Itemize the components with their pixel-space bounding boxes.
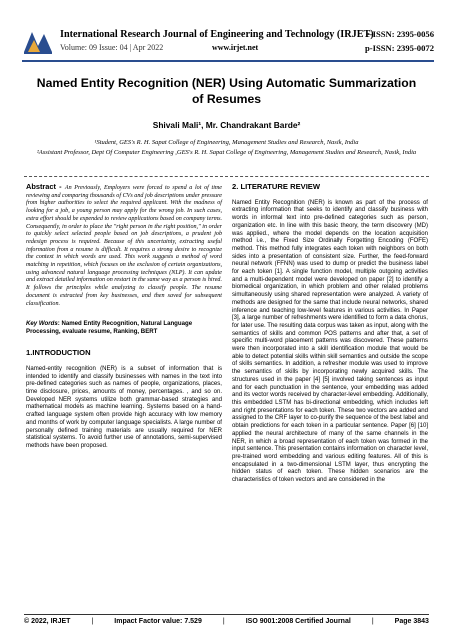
irjet-logo-icon bbox=[22, 28, 54, 56]
footer-impact: Impact Factor value: 7.529 bbox=[114, 618, 202, 625]
left-column bbox=[26, 183, 222, 451]
p-issn: p-ISSN: 2395-0072 bbox=[365, 43, 434, 53]
footer-separator: | bbox=[91, 618, 94, 625]
intro-text: Named-entity recognition (NER) is a subset of information that is intended to identify and classify businesses with names in the text into pre-defined categories such as names of people, organizations, places, time disclosure, prices, amounts of money, percentages. , and so on. Developed NER systems utilize both grammar-based strategies and mathematical models as machine learning. Systems based on a hand-crafted language system often provide high accuracy with low memory and months of work by computer language specialists. A large number of personally defined training materials are usually required for NER statistical systems. To avoid further use of annotations, semi-supervised methods have been proposed. bbox=[26, 365, 222, 449]
keywords bbox=[26, 320, 222, 336]
affiliation-2: ²Assistant Professor, Dept Of Computer Engineering ,GES's R. H. Sapat College of Engineering, Management Studies and Research, Nasik, India bbox=[36, 149, 417, 156]
author-line: Shivali Mali¹, Mr. Chandrakant Barde² bbox=[152, 120, 301, 130]
abstract-label: Abstract - bbox=[26, 182, 65, 191]
page-footer bbox=[24, 618, 429, 630]
intro-heading: 1.INTRODUCTION bbox=[26, 348, 91, 358]
footer-divider bbox=[24, 614, 429, 615]
header-divider bbox=[22, 60, 434, 62]
review-heading: 2. LITERATURE REVIEW bbox=[232, 182, 321, 191]
affiliation-1: ¹Student, GES's R. H. Sapat College of Engineering, Management Studies and Research, Nasik, India bbox=[94, 139, 359, 146]
abstract-text: An Previously, Employers were forced to spend a lot of time reviewing and comparing thousands of CVs and job descriptions under pressure from higher authorities to select the required applicant. With the madness of looking for a job, a young person may apply for the wrong job. In such cases, extra effort should be expended to review applications based on company terms. Consequently, in order to place the "right person in the right position," in order to quickly select selected people based on job descriptions, a prudent job redesign process is required. Because of this uncertainty, extracting useful information from a resume is difficult. It requires a strong desire to recognize the context in which words are used. This work suggests a method of word matching in repetition, which focuses on the exclusion of certain organizations, using advanced natural language processing techniques (NLP). It can update and extract detailed information on restart in the same way as a person is hired. It follows the principles while analyzing to classify people. The resume document is extracted from key businesses, and then saved for subsequent classification. bbox=[26, 185, 222, 307]
footer-copyright: © 2022, IRJET bbox=[24, 618, 71, 625]
journal-name: International Research Journal of Engineering and Technology (IRJET) bbox=[60, 29, 374, 40]
footer-separator: | bbox=[222, 618, 225, 625]
footer-page: Page 3843 bbox=[394, 618, 429, 625]
footer-iso: ISO 9001:2008 Certified Journal bbox=[245, 618, 351, 625]
footer-separator: | bbox=[371, 618, 374, 625]
review-text: Named Entity Recognition (NER) is known as part of the process of extracting information that seeks to identify and classify business with words in informal text into pre-defined categories such as person, organization etc. In line with this basic theory, the term discovery (MD) was applied., where the model depends on the location acquisition method i.e., the Fixed Size Ordinally Forgetting Encoding (FOFE) method. This method fully integrates each token with neighbors on both sides into a presentation of consistent size. Further, the feed-forward neural network (FFNN) was used to dump or predict the business label for each token [1]. A single function model, multiple outgoing activities and a multi-dependent model were developed on paper [2] to identify a biomedical organization, in which problem and other related problems simultaneously using shared representation were analyzed. A variety of methods are designed for the same that include neural networks, shared inference and teaching low-level features in various activities. In Paper [3], a large number of refreshments were identified to form a data chorus, for later use. The resulting data corpus was taken as input, along with the semantics of skills and common POS patterns and after that, a set of specific multi-word placement patterns was discovered. These patterns were then incorporated into a skill identification module that would be able to detect potential skills within skill semantics and outside the scope of skills semantics. In addition, a refresher module was used to improve the semantics of skills by incorporating newly acquired skills. The structures used in the paper [4] [5] involved taking sentences as input and for each punctuation in the sentence, your embedding was added and its vector words received by character-level embedding. Additionally, this embedded LSTM has bi-directional embedding, which includes left and right presentations for each token. These two vectors are added and assigned to the CRF layer to co-purify the sequence of the best label and obtain predictions for each token in a particular sentence. Paper [6] [10] applied the neural architecture of many of the same channels in the NER, in which a broad representation of each token was formed in the input sentence. This presentation contains information on character level, pre-trained word embedding and various editing features. All of this is encapsulated in a two-dimensional LSTM layer, thus encrypting the hidden status of each token. These hidden scenarios are the characteristics of token vectors and are considered in the bbox=[232, 199, 428, 484]
keywords-label: Key Words bbox=[26, 320, 58, 328]
abstract bbox=[26, 183, 222, 308]
paper-title: Named Entity Recognition (NER) Using Automatic Summarization of Resumes bbox=[36, 76, 417, 106]
journal-website[interactable]: www.irjet.net bbox=[212, 43, 259, 52]
keywords-text: : Named Entity Recognition, Natural Language Processing, evaluate resume, Ranking, BERT bbox=[26, 320, 193, 336]
e-issn: e-ISSN: 2395-0056 bbox=[365, 29, 434, 39]
journal-header bbox=[22, 28, 434, 62]
section-divider bbox=[24, 176, 429, 177]
right-column bbox=[232, 183, 428, 485]
volume-issue: Volume: 09 Issue: 04 | Apr 2022 bbox=[60, 43, 164, 52]
